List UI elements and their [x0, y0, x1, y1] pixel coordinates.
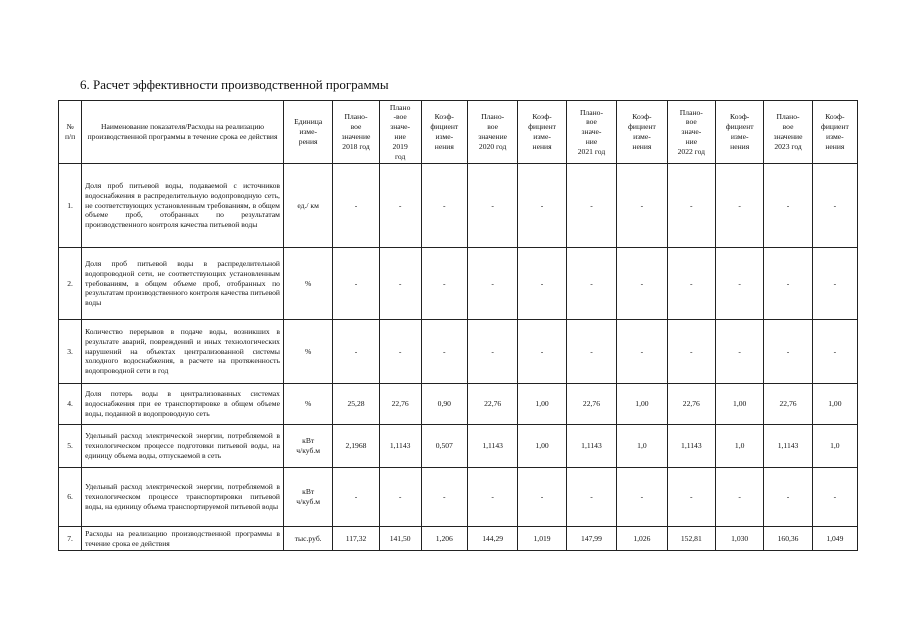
value-cell: -	[566, 468, 616, 527]
value-cell: 1,00	[812, 384, 857, 425]
value-cell: -	[421, 248, 467, 320]
value-cell: -	[333, 468, 379, 527]
document-title: 6. Расчет эффективности производственной программы	[80, 77, 389, 92]
column-header: Плано -вое значе- ние 2019 год	[379, 101, 421, 164]
value-cell: 22,76	[566, 384, 616, 425]
value-cell: -	[617, 164, 667, 248]
value-cell: 1,00	[716, 384, 764, 425]
value-cell: -	[716, 248, 764, 320]
value-cell: -	[764, 248, 812, 320]
value-cell: -	[667, 164, 715, 248]
value-cell: -	[667, 248, 715, 320]
efficiency-table	[58, 100, 858, 551]
table-row	[59, 468, 858, 527]
value-cell: -	[333, 248, 379, 320]
row-number: 4.	[59, 384, 82, 425]
unit-cell: %	[283, 320, 332, 384]
indicator-name: Удельный расход электрической энергии, потребляемой в технологическом процессе транспортировки питьевой воды, на единицу объема транспортируемой питьевой воды	[82, 468, 284, 527]
value-cell: -	[617, 320, 667, 384]
value-cell: -	[617, 248, 667, 320]
column-header: Коэф- фициент изме- нения	[716, 101, 764, 164]
value-cell: -	[518, 468, 566, 527]
column-header: Коэф- фициент изме- нения	[812, 101, 857, 164]
value-cell: 25,28	[333, 384, 379, 425]
value-cell: -	[716, 320, 764, 384]
column-header: Коэф- фициент изме- нения	[421, 101, 467, 164]
value-cell: -	[421, 164, 467, 248]
column-header: № п/п	[59, 101, 82, 164]
value-cell: 1,030	[716, 527, 764, 551]
value-cell: 2,1968	[333, 425, 379, 468]
unit-cell: %	[283, 384, 332, 425]
row-number: 6.	[59, 468, 82, 527]
value-cell: -	[566, 248, 616, 320]
value-cell: -	[467, 248, 517, 320]
unit-cell: ед./ км	[283, 164, 332, 248]
value-cell: 1,1143	[467, 425, 517, 468]
value-cell: -	[812, 248, 857, 320]
value-cell: -	[467, 320, 517, 384]
column-header: Коэф- фициент изме- нения	[518, 101, 566, 164]
table-row	[59, 164, 858, 248]
value-cell: -	[617, 468, 667, 527]
indicator-name: Количество перерывов в подаче воды, возникших в результате аварий, повреждений и иных технологических нарушений на объектах централизованной системы холодного водоснабжения, в расчете на протяженность водопроводной сети в год	[82, 320, 284, 384]
value-cell: 1,049	[812, 527, 857, 551]
value-cell: 22,76	[764, 384, 812, 425]
column-header: Плано- вое значение 2023 год	[764, 101, 812, 164]
indicator-name: Доля проб питьевой воды, подаваемой с источников водоснабжения в распределительную водопроводную сеть, не соответствующих установленным требованиям, в общем объеме проб, отобранных по результатам производственного контроля качества питьевой воды	[82, 164, 284, 248]
value-cell: 1,0	[716, 425, 764, 468]
value-cell: 144,29	[467, 527, 517, 551]
value-cell: -	[812, 164, 857, 248]
value-cell: 0,507	[421, 425, 467, 468]
value-cell: 0,90	[421, 384, 467, 425]
column-header: Плано- вое значение 2018 год	[333, 101, 379, 164]
value-cell: -	[667, 468, 715, 527]
value-cell: -	[667, 320, 715, 384]
row-number: 5.	[59, 425, 82, 468]
value-cell: -	[812, 468, 857, 527]
value-cell: 160,36	[764, 527, 812, 551]
value-cell: 1,00	[518, 384, 566, 425]
unit-cell: %	[283, 248, 332, 320]
value-cell: 1,1143	[764, 425, 812, 468]
value-cell: 1,0	[617, 425, 667, 468]
value-cell: 1,019	[518, 527, 566, 551]
value-cell: -	[518, 248, 566, 320]
value-cell: 1,206	[421, 527, 467, 551]
column-header: Наименование показателя/Расходы на реализацию производственной программы в течение срока ее действия	[82, 101, 284, 164]
row-number: 3.	[59, 320, 82, 384]
value-cell: -	[764, 468, 812, 527]
value-cell: -	[716, 164, 764, 248]
value-cell: 1,00	[518, 425, 566, 468]
unit-cell: тыс.руб.	[283, 527, 332, 551]
value-cell: 1,0	[812, 425, 857, 468]
value-cell: -	[566, 320, 616, 384]
unit-cell: кВт ч/куб.м	[283, 425, 332, 468]
value-cell: 147,99	[566, 527, 616, 551]
value-cell: -	[764, 320, 812, 384]
value-cell: -	[421, 320, 467, 384]
column-header: Плано- вое значение 2020 год	[467, 101, 517, 164]
value-cell: -	[716, 468, 764, 527]
column-header: Плано- вое значе- ние 2022 год	[667, 101, 715, 164]
row-number: 1.	[59, 164, 82, 248]
value-cell: -	[518, 320, 566, 384]
value-cell: -	[333, 164, 379, 248]
indicator-name: Удельный расход электрической энергии, потребляемой в технологическом процессе подготовки питьевой воды, на единицу объема воды, отпускаемой в сеть	[82, 425, 284, 468]
value-cell: 22,76	[379, 384, 421, 425]
value-cell: -	[421, 468, 467, 527]
value-cell: 22,76	[467, 384, 517, 425]
value-cell: 1,00	[617, 384, 667, 425]
value-cell: 1,1143	[566, 425, 616, 468]
value-cell: -	[379, 468, 421, 527]
table-row	[59, 320, 858, 384]
value-cell: -	[812, 320, 857, 384]
indicator-name: Доля потерь воды в централизованных системах водоснабжения при ее транспортировке в общем объеме воды, поданной в водопроводную сеть	[82, 384, 284, 425]
row-number: 7.	[59, 527, 82, 551]
value-cell: -	[518, 164, 566, 248]
value-cell: -	[566, 164, 616, 248]
row-number: 2.	[59, 248, 82, 320]
table-row	[59, 248, 858, 320]
value-cell: -	[379, 320, 421, 384]
column-header: Коэф- фициент изме- нения	[617, 101, 667, 164]
value-cell: -	[467, 164, 517, 248]
table-row	[59, 384, 858, 425]
value-cell: -	[379, 164, 421, 248]
value-cell: 152,81	[667, 527, 715, 551]
table-row	[59, 527, 858, 551]
column-header: Плано- вое значе- ние 2021 год	[566, 101, 616, 164]
value-cell: -	[467, 468, 517, 527]
indicator-name: Расходы на реализацию производственной программы в течение срока ее действия	[82, 527, 284, 551]
value-cell: 117,32	[333, 527, 379, 551]
unit-cell: кВт ч/куб.м	[283, 468, 332, 527]
column-header: Единица изме- рения	[283, 101, 332, 164]
indicator-name: Доля проб питьевой воды в распределительной водопроводной сети, не соответствующих установленным требованиям, в общем объеме проб, отобранных по результатам производственного контроля качества питьевой воды	[82, 248, 284, 320]
value-cell: 141,50	[379, 527, 421, 551]
value-cell: -	[379, 248, 421, 320]
value-cell: -	[764, 164, 812, 248]
value-cell: 1,1143	[667, 425, 715, 468]
value-cell: 22,76	[667, 384, 715, 425]
value-cell: 1,1143	[379, 425, 421, 468]
header-row	[59, 101, 858, 164]
value-cell: -	[333, 320, 379, 384]
value-cell: 1,026	[617, 527, 667, 551]
table-row	[59, 425, 858, 468]
